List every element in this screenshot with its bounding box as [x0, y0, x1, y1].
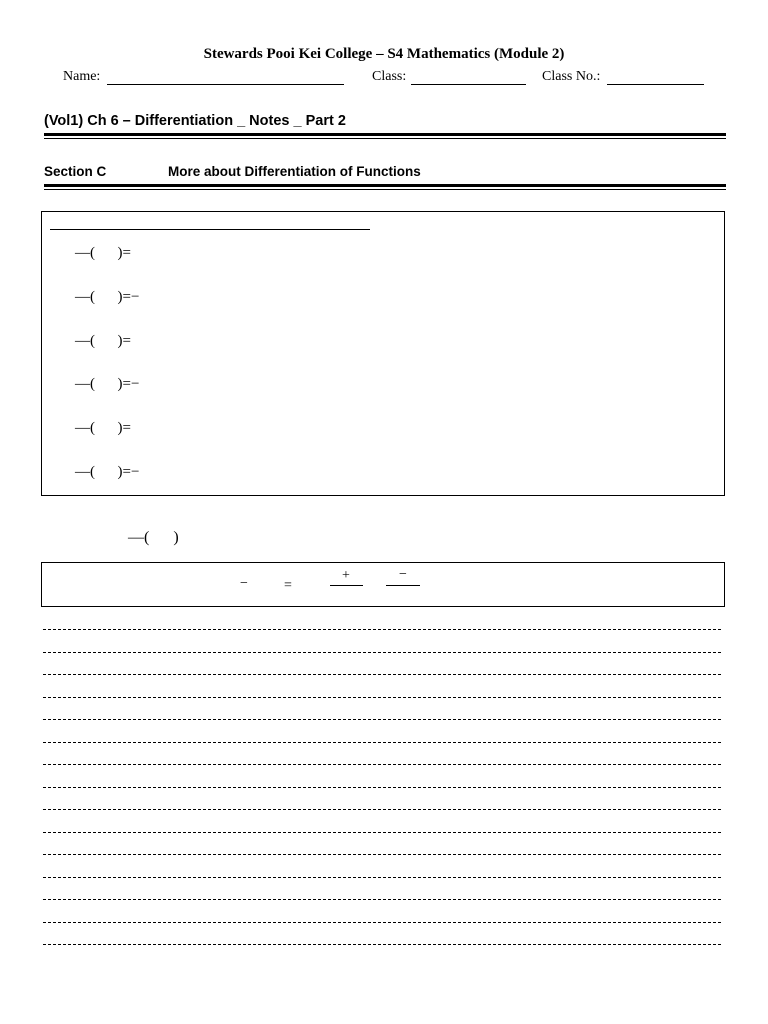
writing-line[interactable]	[43, 652, 721, 653]
rule-plus: +	[342, 568, 350, 583]
school-title: Stewards Pooi Kei College – S4 Mathematics (Module 2)	[203, 46, 565, 62]
name-label: Name:	[63, 69, 101, 84]
section-rule-thin	[44, 189, 726, 190]
quotient-rule-heading: —( )	[128, 529, 179, 546]
writing-line[interactable]	[43, 629, 721, 630]
writing-line[interactable]	[43, 719, 721, 720]
formula-box-heading-line	[50, 229, 370, 230]
formula-row: —( )=	[75, 333, 131, 349]
formula-row: —( )=−	[75, 464, 140, 480]
formula-row: —( )=−	[75, 289, 140, 305]
chapter-title: (Vol1) Ch 6 – Differentiation _ Notes _ Part 2	[44, 113, 346, 129]
writing-line[interactable]	[43, 809, 721, 810]
fraction-bar	[330, 585, 363, 586]
writing-line[interactable]	[43, 764, 721, 765]
writing-line[interactable]	[43, 922, 721, 923]
fraction-bar	[386, 585, 420, 586]
writing-line[interactable]	[43, 832, 721, 833]
writing-line[interactable]	[43, 944, 721, 945]
rule-minus: −	[240, 576, 248, 591]
class-no-label: Class No.:	[542, 69, 601, 84]
rule-box	[41, 562, 725, 607]
name-field[interactable]	[107, 84, 344, 85]
formula-row: —( )=−	[75, 376, 140, 392]
formula-box	[41, 211, 725, 496]
class-no-field[interactable]	[607, 84, 704, 85]
section-rule-thick	[44, 184, 726, 187]
writing-line[interactable]	[43, 742, 721, 743]
writing-line[interactable]	[43, 899, 721, 900]
writing-line[interactable]	[43, 674, 721, 675]
writing-line[interactable]	[43, 787, 721, 788]
section-title: More about Differentiation of Functions	[168, 164, 421, 179]
section-label: Section C	[44, 164, 107, 179]
class-label: Class:	[372, 69, 407, 84]
rule-equals: =	[284, 578, 292, 593]
writing-line[interactable]	[43, 877, 721, 878]
formula-row: —( )=	[75, 245, 131, 261]
formula-row: —( )=	[75, 420, 131, 436]
class-field[interactable]	[411, 84, 526, 85]
writing-line[interactable]	[43, 697, 721, 698]
rule-minus-2: −	[399, 567, 407, 582]
chapter-rule-thick	[44, 133, 726, 136]
writing-line[interactable]	[43, 854, 721, 855]
chapter-rule-thin	[44, 138, 726, 139]
